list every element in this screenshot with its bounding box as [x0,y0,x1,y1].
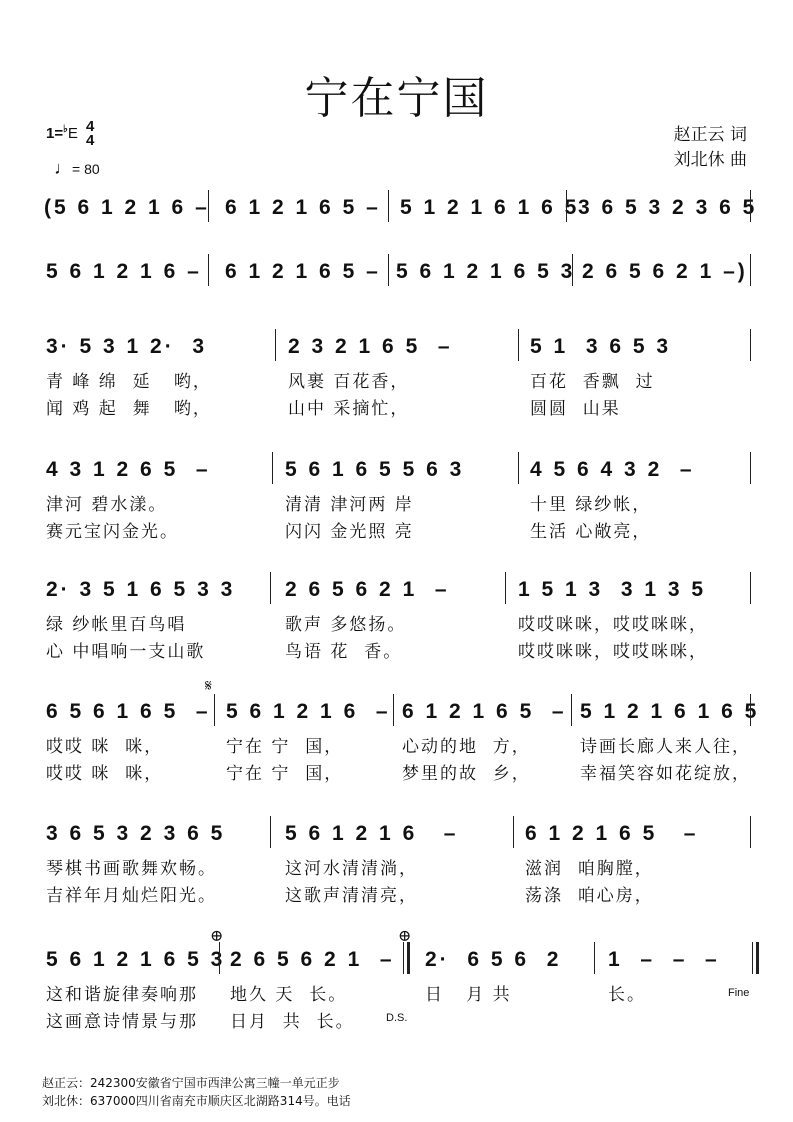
barline [571,694,572,726]
lyric-text: 歌声 多悠扬。 [285,615,407,635]
footer-line: 刘北休：637000四川省南充市顺庆区北湖路314号。电话 [42,1094,351,1108]
measure-notes: 2· 6 5 6 2 [425,948,562,971]
measure-notes: 2 6 5 6 2 1 – [285,578,450,601]
measure-notes: 6 1 2 1 6 5 – [525,822,699,845]
measure-notes: 6 1 2 1 6 5 – [225,260,381,283]
lyric-text: 这画意诗情景与那 [46,1012,198,1032]
measure-notes: 5 6 1 2 1 6 – [226,700,391,723]
coda-icon-2: ⊕ [398,926,412,945]
barline [513,816,514,848]
lyric-text: 十里 绿纱帐， [530,495,652,515]
measure-notes: 1 5 1 3 3 1 3 5 [518,578,707,601]
score-system [0,335,793,425]
measure-notes: 4 3 1 2 6 5 – [46,458,211,481]
lyric-text: 闻 鸡 起 舞 哟， [46,399,212,419]
lyric-text: 这和谐旋律奏响那 [46,985,198,1005]
measure-notes: 3· 5 3 1 2· 3 [46,335,208,358]
score-system [0,948,793,1038]
lyric-text: 日月 共 长。 [230,1012,355,1032]
barline [208,190,209,222]
lyric-text: 心动的地 方， [402,737,531,757]
barline [594,942,595,974]
lyric-text: 哎哎咪咪，哎哎咪咪， [518,642,708,662]
barline [388,190,389,222]
barline [505,572,506,604]
measure-notes: 6 5 6 1 6 5 – [46,700,211,723]
lyric-text: 心 中唱响一支山歌 [46,642,206,662]
lyric-text: 哎哎 咪 咪， [46,764,164,784]
lyric-text: 诗画长廊人来人往， [580,737,751,757]
barline [518,329,519,361]
key-prefix: 1= [46,124,64,142]
barline [572,254,573,286]
barline [270,816,271,848]
lyric-text: 百花 香飘 过 [530,372,655,392]
score-system [0,578,793,668]
lyric-text: 闪闪 金光照 亮 [285,522,414,542]
lyricist-credit: 赵正云 词 [673,125,747,145]
lyric-text: 宁在 宁 国， [226,737,344,757]
barline [750,329,751,361]
lyric-text: 清清 津河两 岸 [285,495,414,515]
barline [752,942,753,974]
coda-icon: ⊕ [210,926,224,945]
tempo-value: = 80 [72,161,100,177]
lyric-text: 宁在 宁 国， [226,764,344,784]
time-top: 4 [86,118,95,135]
ds-marking: D.S. [386,1012,408,1024]
lyric-text: 这歌声清清亮， [285,886,418,906]
barline [518,452,519,484]
measure-notes: 2 6 5 6 2 1 – [230,948,395,971]
composer-credit: 刘北休 曲 [673,150,747,170]
score-system [0,822,793,912]
lyric-text: 日 月 共 [425,985,512,1005]
barline [275,329,276,361]
key-signature [46,120,94,148]
lyric-text: 梦里的故 乡， [402,764,531,784]
fine-marking: Fine [728,987,750,999]
lyric-text: 长。 [608,985,646,1005]
barline [750,452,751,484]
flat-icon: ♭ [63,123,68,135]
lyric-text: 哎哎咪咪，哎哎咪咪， [518,615,708,635]
measure-notes: 3 6 5 3 2 3 6 5 [46,822,226,845]
lyric-text: 滋润 咱胸膛， [525,859,654,879]
lyric-text: 幸福笑容如花绽放， [580,764,751,784]
lyric-text: 津河 碧水漾。 [46,495,168,515]
measure-notes: 5 6 1 2 1 6 – [285,822,459,845]
barline [219,942,220,974]
barline [214,694,215,726]
barline [208,254,209,286]
barline [270,572,271,604]
measure-notes: 5 6 1 2 1 6 – [46,260,202,283]
lyric-text: 赛元宝闪金光。 [46,522,179,542]
lyric-text: 荡涤 咱心房， [525,886,654,906]
lyric-text: 绿 纱帐里百鸟唱 [46,615,187,635]
barline [750,694,751,726]
key-note: E [67,124,78,142]
lyric-text: 风裹 百花香， [288,372,410,392]
lyric-text: 圆圆 山果 [530,399,621,419]
measure-notes: 3 6 5 3 2 3 6 5 [578,196,758,219]
barline [750,816,751,848]
segno-icon: 𝄋 [205,676,212,695]
measure-notes: 4 5 6 4 3 2 – [530,458,695,481]
measure-notes: 5 6 1 2 1 6 5 3 [396,260,576,283]
barline [388,254,389,286]
measure-notes: 5 1 2 1 6 1 6 5 [400,196,580,219]
measure-notes: 2· 3 5 1 6 5 3 3 [46,578,236,601]
measure-notes: (5 6 1 2 1 6 – [44,196,210,219]
lyric-text: 琴棋书画歌舞欢畅。 [46,859,217,879]
barline [566,190,567,222]
score-system [0,700,793,790]
measure-notes: 2 3 2 1 6 5 – [288,335,453,358]
barline [750,572,751,604]
lyric-text: 哎哎 咪 咪， [46,737,164,757]
time-signature [86,120,94,148]
barline [750,190,751,222]
measure-notes: 5 1 2 1 6 1 6 5 [580,700,760,723]
lyric-text: 这河水清清淌， [285,859,418,879]
score-system [0,458,793,548]
measure-notes: 1 – – – [608,948,720,971]
measure-notes: 5 1 3 6 5 3 [530,335,672,358]
time-bottom: 4 [86,132,95,149]
measure-notes: 6 1 2 1 6 5 – [402,700,567,723]
song-title: 宁在宁国 [304,73,489,124]
footer-line: 赵正云：242300安徽省宁国市西津公寓三幢一单元正步 [42,1076,340,1090]
measure-notes: 5 6 1 6 5 5 6 3 [285,458,465,481]
measure-notes: 6 1 2 1 6 5 – [225,196,381,219]
lyric-text: 青 峰 绵 延 哟， [46,372,212,392]
barline [393,694,394,726]
measure-notes: 5 6 1 2 1 6 5 3 [46,948,226,971]
quarter-note-icon: ♩ [54,158,72,178]
tempo-marking [54,158,100,179]
barline [403,942,404,974]
barline [750,254,751,286]
lyric-text: 吉祥年月灿烂阳光。 [46,886,217,906]
lyric-text: 生活 心敞亮， [530,522,652,542]
measure-notes: 2 6 5 6 2 1 –) [582,260,748,283]
lyric-text: 地久 天 长。 [230,985,348,1005]
lyric-text: 鸟语 花 香。 [285,642,403,662]
lyric-text: 山中 采摘忙， [288,399,410,419]
barline [272,452,273,484]
